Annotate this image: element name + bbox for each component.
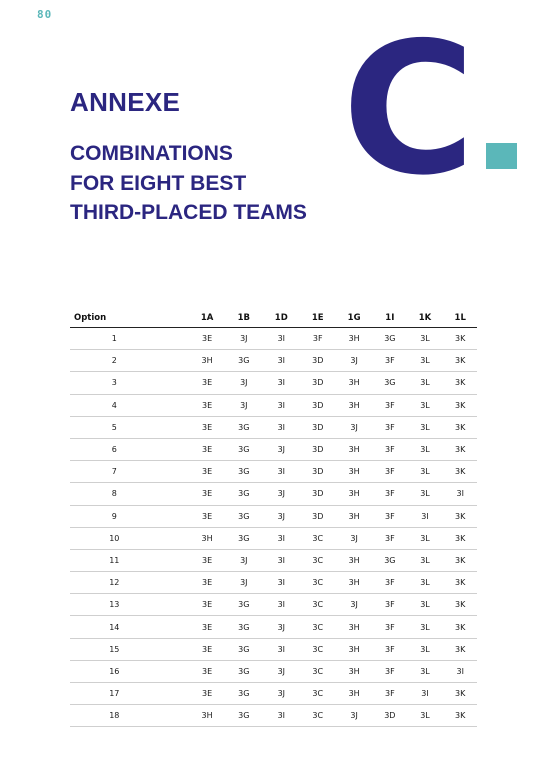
team-cell: 3I bbox=[407, 505, 444, 527]
team-cell: 3K bbox=[443, 638, 477, 660]
team-cell: 3G bbox=[373, 549, 406, 571]
team-cell: 3E bbox=[189, 461, 226, 483]
team-cell: 3D bbox=[373, 705, 406, 727]
option-number-cell: 11 bbox=[70, 549, 189, 571]
team-cell: 3K bbox=[443, 416, 477, 438]
team-cell: 3H bbox=[189, 527, 226, 549]
table-row bbox=[70, 660, 477, 682]
team-cell: 3H bbox=[335, 372, 373, 394]
team-cell: 3L bbox=[407, 328, 444, 350]
team-cell: 3G bbox=[226, 483, 263, 505]
team-cell: 3E bbox=[189, 572, 226, 594]
team-cell: 3I bbox=[262, 416, 300, 438]
option-number-cell: 7 bbox=[70, 461, 189, 483]
team-cell: 3G bbox=[226, 616, 263, 638]
team-cell: 3J bbox=[226, 372, 263, 394]
team-cell: 3I bbox=[407, 683, 444, 705]
team-cell: 3K bbox=[443, 394, 477, 416]
column-header-1b: 1B bbox=[226, 309, 263, 328]
team-cell: 3H bbox=[335, 616, 373, 638]
team-cell: 3L bbox=[407, 350, 444, 372]
table-row bbox=[70, 461, 477, 483]
team-cell: 3D bbox=[300, 416, 335, 438]
table-row bbox=[70, 638, 477, 660]
team-cell: 3I bbox=[262, 328, 300, 350]
team-cell: 3G bbox=[226, 594, 263, 616]
team-cell: 3K bbox=[443, 461, 477, 483]
team-cell: 3I bbox=[262, 372, 300, 394]
team-cell: 3G bbox=[226, 527, 263, 549]
option-number-cell: 2 bbox=[70, 350, 189, 372]
team-cell: 3K bbox=[443, 350, 477, 372]
team-cell: 3K bbox=[443, 505, 477, 527]
table-row bbox=[70, 572, 477, 594]
table-row bbox=[70, 372, 477, 394]
team-cell: 3H bbox=[335, 660, 373, 682]
option-number-cell: 10 bbox=[70, 527, 189, 549]
option-number-cell: 17 bbox=[70, 683, 189, 705]
team-cell: 3F bbox=[373, 683, 406, 705]
team-cell: 3E bbox=[189, 660, 226, 682]
team-cell: 3F bbox=[373, 416, 406, 438]
table-body bbox=[70, 328, 477, 727]
option-number-cell: 3 bbox=[70, 372, 189, 394]
team-cell: 3J bbox=[262, 505, 300, 527]
team-cell: 3J bbox=[335, 594, 373, 616]
team-cell: 3G bbox=[373, 328, 406, 350]
team-cell: 3I bbox=[443, 660, 477, 682]
option-number-cell: 14 bbox=[70, 616, 189, 638]
team-cell: 3H bbox=[335, 483, 373, 505]
team-cell: 3D bbox=[300, 461, 335, 483]
table-row bbox=[70, 683, 477, 705]
column-header-1k: 1K bbox=[407, 309, 444, 328]
team-cell: 3F bbox=[373, 438, 406, 460]
team-cell: 3E bbox=[189, 483, 226, 505]
table-header-row bbox=[70, 309, 477, 328]
team-cell: 3I bbox=[443, 483, 477, 505]
team-cell: 3H bbox=[335, 394, 373, 416]
team-cell: 3D bbox=[300, 505, 335, 527]
team-cell: 3L bbox=[407, 483, 444, 505]
team-cell: 3I bbox=[262, 350, 300, 372]
team-cell: 3J bbox=[335, 416, 373, 438]
table-row bbox=[70, 394, 477, 416]
annex-letter-glyph: C bbox=[342, 3, 472, 215]
option-number-cell: 9 bbox=[70, 505, 189, 527]
team-cell: 3E bbox=[189, 394, 226, 416]
team-cell: 3L bbox=[407, 394, 444, 416]
team-cell: 3K bbox=[443, 328, 477, 350]
option-number-cell: 13 bbox=[70, 594, 189, 616]
team-cell: 3C bbox=[300, 705, 335, 727]
team-cell: 3I bbox=[262, 638, 300, 660]
column-header-1l: 1L bbox=[443, 309, 477, 328]
team-cell: 3K bbox=[443, 616, 477, 638]
team-cell: 3C bbox=[300, 660, 335, 682]
team-cell: 3I bbox=[262, 394, 300, 416]
column-header-1e: 1E bbox=[300, 309, 335, 328]
team-cell: 3E bbox=[189, 372, 226, 394]
team-cell: 3F bbox=[373, 594, 406, 616]
table-row bbox=[70, 505, 477, 527]
page-subtitle bbox=[70, 139, 307, 228]
team-cell: 3I bbox=[262, 572, 300, 594]
option-number-cell: 12 bbox=[70, 572, 189, 594]
team-cell: 3F bbox=[373, 616, 406, 638]
option-number-cell: 8 bbox=[70, 483, 189, 505]
column-header-option: Option bbox=[70, 309, 189, 328]
team-cell: 3G bbox=[226, 683, 263, 705]
team-cell: 3G bbox=[226, 705, 263, 727]
team-cell: 3G bbox=[226, 505, 263, 527]
team-cell: 3K bbox=[443, 705, 477, 727]
team-cell: 3H bbox=[189, 705, 226, 727]
team-cell: 3K bbox=[443, 683, 477, 705]
team-cell: 3D bbox=[300, 394, 335, 416]
team-cell: 3K bbox=[443, 549, 477, 571]
team-cell: 3E bbox=[189, 438, 226, 460]
team-cell: 3J bbox=[262, 438, 300, 460]
team-cell: 3L bbox=[407, 461, 444, 483]
team-cell: 3I bbox=[262, 549, 300, 571]
team-cell: 3L bbox=[407, 660, 444, 682]
table-row bbox=[70, 616, 477, 638]
team-cell: 3L bbox=[407, 372, 444, 394]
team-cell: 3F bbox=[373, 505, 406, 527]
subtitle-line: THIRD-PLACED TEAMS bbox=[70, 201, 307, 224]
table-row bbox=[70, 483, 477, 505]
team-cell: 3E bbox=[189, 505, 226, 527]
option-number-cell: 18 bbox=[70, 705, 189, 727]
team-cell: 3H bbox=[335, 328, 373, 350]
team-cell: 3G bbox=[226, 461, 263, 483]
table-row bbox=[70, 438, 477, 460]
annex-letter bbox=[342, 3, 472, 215]
team-cell: 3L bbox=[407, 594, 444, 616]
table-row bbox=[70, 328, 477, 350]
team-cell: 3K bbox=[443, 594, 477, 616]
subtitle-line: FOR EIGHT BEST bbox=[70, 171, 247, 195]
team-cell: 3C bbox=[300, 616, 335, 638]
team-cell: 3J bbox=[262, 483, 300, 505]
team-cell: 3I bbox=[262, 705, 300, 727]
team-cell: 3G bbox=[226, 416, 263, 438]
option-number-cell: 1 bbox=[70, 328, 189, 350]
column-header-1i: 1I bbox=[373, 309, 406, 328]
team-cell: 3C bbox=[300, 594, 335, 616]
option-number-cell: 4 bbox=[70, 394, 189, 416]
table-row bbox=[70, 527, 477, 549]
table-row bbox=[70, 594, 477, 616]
team-cell: 3F bbox=[373, 660, 406, 682]
column-header-1d: 1D bbox=[262, 309, 300, 328]
team-cell: 3F bbox=[373, 350, 406, 372]
team-cell: 3H bbox=[335, 549, 373, 571]
team-cell: 3D bbox=[300, 350, 335, 372]
team-cell: 3E bbox=[189, 594, 226, 616]
option-number-cell: 6 bbox=[70, 438, 189, 460]
team-cell: 3C bbox=[300, 683, 335, 705]
team-cell: 3E bbox=[189, 638, 226, 660]
team-cell: 3L bbox=[407, 549, 444, 571]
table-row bbox=[70, 705, 477, 727]
team-cell: 3E bbox=[189, 416, 226, 438]
column-header-1a: 1A bbox=[189, 309, 226, 328]
team-cell: 3L bbox=[407, 416, 444, 438]
option-number-cell: 16 bbox=[70, 660, 189, 682]
team-cell: 3K bbox=[443, 372, 477, 394]
team-cell: 3G bbox=[226, 350, 263, 372]
teal-square-period bbox=[486, 143, 517, 169]
team-cell: 3L bbox=[407, 638, 444, 660]
team-cell: 3G bbox=[226, 438, 263, 460]
team-cell: 3F bbox=[373, 638, 406, 660]
team-cell: 3E bbox=[189, 549, 226, 571]
team-cell: 3H bbox=[335, 505, 373, 527]
page-title: ANNEXE bbox=[70, 87, 181, 117]
team-cell: 3L bbox=[407, 527, 444, 549]
combinations-table bbox=[70, 309, 477, 727]
subtitle-line: COMBINATIONS bbox=[70, 142, 233, 165]
team-cell: 3C bbox=[300, 638, 335, 660]
team-cell: 3D bbox=[300, 483, 335, 505]
team-cell: 3F bbox=[373, 461, 406, 483]
team-cell: 3I bbox=[262, 594, 300, 616]
team-cell: 3C bbox=[300, 572, 335, 594]
team-cell: 3H bbox=[335, 461, 373, 483]
team-cell: 3J bbox=[262, 683, 300, 705]
table-row bbox=[70, 416, 477, 438]
option-number-cell: 15 bbox=[70, 638, 189, 660]
team-cell: 3J bbox=[262, 616, 300, 638]
team-cell: 3J bbox=[335, 350, 373, 372]
team-cell: 3L bbox=[407, 616, 444, 638]
team-cell: 3J bbox=[226, 328, 263, 350]
team-cell: 3L bbox=[407, 438, 444, 460]
team-cell: 3J bbox=[262, 660, 300, 682]
team-cell: 3F bbox=[300, 328, 335, 350]
team-cell: 3H bbox=[335, 683, 373, 705]
team-cell: 3H bbox=[189, 350, 226, 372]
team-cell: 3H bbox=[335, 638, 373, 660]
team-cell: 3G bbox=[373, 372, 406, 394]
team-cell: 3J bbox=[226, 572, 263, 594]
team-cell: 3F bbox=[373, 527, 406, 549]
team-cell: 3E bbox=[189, 683, 226, 705]
team-cell: 3F bbox=[373, 572, 406, 594]
team-cell: 3H bbox=[335, 438, 373, 460]
team-cell: 3K bbox=[443, 438, 477, 460]
team-cell: 3I bbox=[262, 461, 300, 483]
team-cell: 3K bbox=[443, 572, 477, 594]
team-cell: 3I bbox=[262, 527, 300, 549]
team-cell: 3C bbox=[300, 527, 335, 549]
team-cell: 3F bbox=[373, 483, 406, 505]
team-cell: 3K bbox=[443, 527, 477, 549]
table-row bbox=[70, 350, 477, 372]
team-cell: 3L bbox=[407, 705, 444, 727]
team-cell: 3J bbox=[335, 527, 373, 549]
team-cell: 3L bbox=[407, 572, 444, 594]
team-cell: 3E bbox=[189, 328, 226, 350]
team-cell: 3C bbox=[300, 549, 335, 571]
option-number-cell: 5 bbox=[70, 416, 189, 438]
team-cell: 3D bbox=[300, 438, 335, 460]
team-cell: 3E bbox=[189, 616, 226, 638]
team-cell: 3G bbox=[226, 638, 263, 660]
column-header-1g: 1G bbox=[335, 309, 373, 328]
team-cell: 3J bbox=[335, 705, 373, 727]
team-cell: 3J bbox=[226, 549, 263, 571]
table-row bbox=[70, 549, 477, 571]
team-cell: 3F bbox=[373, 394, 406, 416]
team-cell: 3J bbox=[226, 394, 263, 416]
team-cell: 3H bbox=[335, 572, 373, 594]
page-number: 80 bbox=[37, 8, 53, 21]
team-cell: 3D bbox=[300, 372, 335, 394]
team-cell: 3G bbox=[226, 660, 263, 682]
